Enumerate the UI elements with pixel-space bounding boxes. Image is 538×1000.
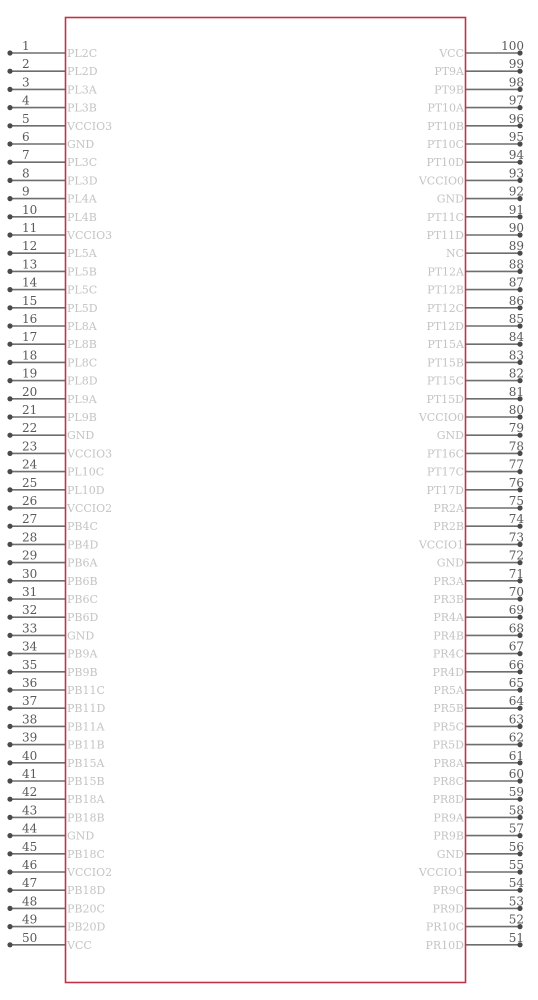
pin-name-label: GND — [67, 138, 95, 151]
pin-number: 38 — [22, 712, 38, 727]
pin-name-label: VCCIO0 — [418, 411, 464, 424]
pin-name-label: PL3A — [67, 83, 97, 97]
pin-name-label: PT15C — [426, 374, 464, 388]
pin-name-label: VCCIO2 — [67, 502, 113, 515]
pin-number: 61 — [508, 748, 524, 763]
pin-20 — [7, 385, 97, 406]
pin-name-label: PT9B — [434, 83, 464, 97]
pin-endpoint — [7, 651, 12, 656]
pin-name-label: PB6A — [67, 556, 98, 570]
pin-number: 7 — [22, 148, 30, 163]
pin-number: 78 — [508, 439, 524, 454]
pin-number: 58 — [508, 803, 524, 818]
pin-name-label: VCCIO1 — [418, 538, 464, 552]
pin-7 — [7, 148, 97, 169]
pin-number: 39 — [22, 730, 38, 745]
pin-endpoint — [7, 287, 12, 292]
pin-name-label: PR4A — [433, 611, 464, 625]
pin-name-label: PT15B — [427, 356, 464, 370]
pin-number: 18 — [22, 348, 38, 363]
pin-endpoint — [7, 360, 12, 365]
pin-name-label: PR9D — [432, 902, 464, 916]
pin-name-label: PR4B — [433, 629, 464, 643]
pin-number: 5 — [22, 111, 30, 126]
pin-name-label: PR3A — [433, 574, 464, 588]
pin-number: 96 — [508, 111, 524, 126]
pin-number: 95 — [508, 130, 524, 144]
pin-name-label: GND — [436, 847, 464, 861]
pin-number: 85 — [508, 312, 524, 326]
pin-17 — [7, 330, 96, 351]
pin-6 — [7, 130, 94, 151]
pin-number: 66 — [508, 657, 524, 672]
pin-number: 68 — [508, 621, 524, 636]
pin-name-label: GND — [436, 192, 464, 206]
pin-name-label: PB11A — [67, 720, 105, 734]
pin-number: 56 — [508, 839, 524, 854]
pin-name-label: PL8A — [67, 320, 97, 333]
pin-number: 48 — [22, 894, 38, 909]
pin-number: 35 — [22, 657, 38, 672]
pin-endpoint — [7, 251, 12, 256]
pin-endpoint — [7, 669, 12, 674]
pin-name-label: PL10D — [67, 483, 105, 497]
pin-endpoint — [7, 687, 12, 692]
pin-number: 86 — [508, 293, 524, 308]
pin-name-label: PR5D — [432, 738, 464, 752]
pin-endpoint — [7, 87, 12, 92]
pin-name-label: PL10C — [67, 465, 105, 479]
pin-18 — [7, 348, 97, 369]
pin-15 — [7, 294, 97, 315]
pin-name-label: PT12A — [427, 265, 464, 279]
left-pin-column — [7, 39, 112, 952]
pin-number: 83 — [508, 348, 524, 363]
pin-endpoint — [7, 487, 12, 492]
pin-21 — [7, 403, 96, 424]
pin-number: 30 — [22, 566, 38, 581]
pin-name-label: PB6B — [67, 574, 98, 588]
pin-number: 99 — [508, 57, 524, 72]
pin-endpoint — [7, 760, 12, 765]
pin-number: 90 — [508, 221, 524, 235]
pin-30 — [7, 567, 97, 588]
pin-name-label: PL3C — [67, 156, 98, 170]
pin-name-label: PL9B — [67, 411, 97, 424]
pin-number: 74 — [508, 512, 524, 527]
pin-number: 6 — [22, 130, 30, 144]
pin-number: 31 — [22, 585, 38, 599]
pin-number: 59 — [508, 785, 524, 800]
pin-endpoint — [7, 214, 12, 219]
pin-number: 32 — [22, 603, 38, 618]
pin-44 — [7, 822, 94, 843]
pin-name-label: PR10D — [425, 938, 464, 952]
pin-endpoint — [7, 615, 12, 620]
pin-name-label: PB15B — [67, 775, 105, 788]
pin-name-label: PL8B — [67, 338, 97, 352]
pin-endpoint — [7, 505, 12, 510]
pin-number: 14 — [22, 275, 38, 290]
pin-number: 52 — [508, 912, 524, 927]
pin-number: 45 — [22, 839, 38, 854]
pin-name-label: PT11C — [426, 210, 464, 224]
pin-endpoint — [7, 451, 12, 456]
pin-endpoint — [7, 596, 12, 601]
pin-name-label: PL2D — [67, 65, 98, 79]
pin-number: 76 — [508, 475, 524, 490]
pin-name-label: PL5B — [67, 265, 97, 279]
pin-number: 33 — [22, 621, 38, 636]
pin-name-label: PL2C — [67, 47, 98, 60]
pin-number: 70 — [508, 585, 524, 599]
pin-31 — [7, 585, 98, 606]
pin-name-label: PB6D — [67, 611, 99, 625]
pin-number: 26 — [22, 494, 38, 508]
pin-name-label: PT10A — [427, 101, 464, 115]
pin-number: 72 — [508, 548, 524, 563]
pin-number: 93 — [508, 166, 524, 181]
pin-name-label: PL8C — [67, 356, 98, 370]
pin-number: 46 — [22, 858, 38, 872]
pin-name-label: GND — [67, 629, 95, 643]
pin-number: 94 — [508, 148, 524, 163]
pin-endpoint — [7, 524, 12, 529]
pin-name-label: PR8A — [433, 756, 464, 770]
pin-endpoint — [7, 724, 12, 729]
pin-10 — [7, 203, 96, 224]
pin-name-label: PR9C — [432, 884, 464, 898]
pin-name-label: PR2B — [433, 520, 464, 534]
pin-name-label: PB18C — [67, 847, 105, 861]
pin-number: 36 — [22, 676, 38, 690]
pin-number: 64 — [508, 694, 524, 709]
pin-endpoint — [7, 706, 12, 711]
pin-name-label: PR5B — [433, 702, 464, 716]
pin-number: 92 — [508, 184, 524, 199]
pin-endpoint — [7, 560, 12, 565]
pin-number: 53 — [508, 894, 524, 909]
pin-name-label: PB11B — [67, 738, 105, 752]
pin-endpoint — [7, 269, 12, 274]
pin-number: 54 — [508, 876, 524, 891]
pin-name-label: PR4D — [432, 665, 464, 679]
pin-number: 82 — [508, 366, 524, 381]
pin-number: 81 — [508, 384, 524, 399]
pin-name-label: PR8D — [432, 793, 464, 807]
pin-name-label: PL5A — [67, 247, 97, 261]
pin-endpoint — [7, 851, 12, 856]
pin-number: 50 — [22, 930, 38, 945]
pin-endpoint — [7, 178, 12, 183]
pin-number: 91 — [508, 202, 524, 217]
pin-endpoint — [7, 196, 12, 201]
pin-name-label: PL5D — [67, 301, 98, 315]
pin-number: 75 — [508, 494, 524, 508]
pin-8 — [7, 166, 97, 187]
pin-number: 65 — [508, 676, 524, 690]
pin-endpoint — [7, 141, 12, 146]
pin-number: 47 — [22, 876, 38, 891]
pin-name-label: VCCIO3 — [67, 447, 113, 461]
pin-name-label: PL4A — [67, 192, 97, 206]
pin-endpoint — [7, 797, 12, 802]
pin-name-label: NC — [445, 247, 464, 261]
pin-name-label: PT15D — [426, 392, 464, 406]
pin-endpoint — [7, 633, 12, 638]
pin-number: 40 — [22, 748, 38, 763]
pin-number: 23 — [22, 439, 38, 454]
pin-name-label: PT11D — [426, 229, 464, 242]
pin-number: 100 — [501, 39, 524, 53]
pin-name-label: PB11C — [67, 684, 105, 697]
pin-number: 27 — [22, 512, 38, 527]
pin-name-label: PB20C — [67, 902, 105, 916]
pin-4 — [7, 94, 96, 115]
pin-number: 9 — [22, 184, 30, 199]
pin-endpoint — [7, 414, 12, 419]
pin-name-label: PT12D — [426, 320, 464, 333]
pin-number: 13 — [22, 257, 38, 272]
pin-number: 3 — [22, 75, 30, 90]
pin-number: 15 — [22, 293, 38, 308]
pin-2 — [7, 57, 97, 78]
pin-number: 98 — [508, 75, 524, 90]
pin-name-label: VCCIO2 — [67, 866, 113, 879]
pin-number: 4 — [22, 93, 30, 108]
pin-name-label: PT17D — [426, 483, 464, 497]
pin-name-label: PR2A — [433, 502, 464, 515]
pin-number: 28 — [22, 530, 38, 545]
pin-name-label: PR5C — [432, 720, 464, 734]
pin-name-label: PT10D — [426, 156, 464, 170]
pin-number: 67 — [508, 639, 524, 654]
pin-endpoint — [7, 469, 12, 474]
ic-body-outline — [66, 18, 466, 983]
pin-endpoint — [7, 160, 12, 165]
pin-9 — [7, 185, 97, 206]
pin-endpoint — [7, 942, 12, 947]
pin-number: 42 — [22, 785, 38, 800]
pin-33 — [7, 621, 94, 642]
pin-name-label: GND — [67, 829, 95, 843]
pin-endpoint — [7, 833, 12, 838]
pin-name-label: PL3D — [67, 174, 98, 188]
pin-name-label: PB4D — [67, 538, 99, 552]
pin-endpoint — [7, 396, 12, 401]
pin-number: 22 — [22, 421, 38, 436]
pin-name-label: PB18A — [67, 793, 105, 807]
pin-number: 73 — [508, 530, 524, 545]
pin-number: 77 — [508, 457, 524, 472]
pin-19 — [7, 367, 97, 388]
pin-name-label: PB18B — [67, 811, 105, 825]
pin-number: 12 — [22, 239, 38, 254]
pin-50 — [7, 931, 91, 952]
pin-number: 10 — [22, 202, 38, 217]
pin-name-label: VCCIO1 — [418, 866, 464, 879]
pin-name-label: PR9B — [433, 829, 464, 843]
pin-endpoint — [7, 869, 12, 874]
pin-name-label: VCCIO3 — [67, 119, 113, 133]
pin-name-label: PT12B — [427, 283, 464, 297]
pin-name-label: PT9A — [434, 65, 464, 79]
pin-number: 62 — [508, 730, 524, 745]
pin-3 — [7, 75, 97, 96]
pin-number: 25 — [22, 475, 38, 490]
pin-number: 71 — [508, 566, 524, 581]
pin-number: 44 — [22, 821, 38, 836]
pin-endpoint — [7, 578, 12, 583]
pin-number: 51 — [508, 930, 524, 945]
pin-1 — [7, 39, 97, 60]
pin-name-label: PL9A — [67, 392, 97, 406]
pin-endpoint — [7, 815, 12, 820]
pin-name-label: PB9A — [67, 647, 98, 661]
pin-endpoint — [7, 888, 12, 893]
pin-12 — [7, 239, 97, 260]
pin-name-label: PL8D — [67, 374, 98, 388]
pin-name-label: PR10C — [425, 920, 464, 934]
pin-number: 69 — [508, 603, 524, 618]
pin-number: 17 — [22, 330, 38, 345]
pin-name-label: PL5C — [67, 283, 98, 297]
pin-name-label: PT17C — [426, 465, 464, 479]
pin-name-label: PL4B — [67, 210, 97, 224]
pin-number: 24 — [22, 457, 38, 472]
pin-number: 1 — [22, 39, 30, 53]
pin-name-label: VCC — [67, 938, 92, 952]
pin-number: 20 — [22, 384, 38, 399]
pin-51 — [426, 931, 525, 952]
pin-name-label: GND — [436, 429, 464, 443]
pin-number: 80 — [508, 403, 524, 417]
pin-number: 57 — [508, 821, 524, 836]
pin-endpoint — [7, 906, 12, 911]
pin-name-label: PR3B — [433, 593, 464, 606]
pin-name-label: PT12C — [426, 301, 464, 315]
pin-number: 29 — [22, 548, 38, 563]
pin-name-label: PB20D — [67, 920, 106, 934]
pin-name-label: GND — [67, 429, 95, 443]
pin-name-label: PB6C — [67, 593, 98, 606]
pin-22 — [7, 421, 94, 442]
pin-name-label: PT16C — [426, 447, 464, 461]
pin-number: 11 — [22, 221, 38, 235]
pin-number: 8 — [22, 166, 30, 181]
pin-endpoint — [7, 323, 12, 328]
pin-name-label: VCC — [439, 47, 464, 60]
pin-name-label: PR9A — [433, 811, 464, 825]
pin-name-label: PR4C — [432, 647, 464, 661]
pin-number: 79 — [508, 421, 524, 436]
pin-name-label: PR8C — [432, 775, 464, 788]
pin-number: 63 — [508, 712, 524, 727]
pin-number: 49 — [22, 912, 38, 927]
pin-endpoint — [7, 778, 12, 783]
pin-14 — [7, 276, 97, 297]
pin-number: 87 — [508, 275, 524, 290]
pin-name-label: VCCIO0 — [418, 174, 464, 188]
pin-endpoint — [7, 742, 12, 747]
pin-name-label: PR5A — [433, 684, 464, 697]
pin-number: 84 — [508, 330, 524, 345]
pin-endpoint — [7, 69, 12, 74]
pin-number: 89 — [508, 239, 524, 254]
pin-name-label: PB18D — [67, 884, 106, 898]
pin-number: 43 — [22, 803, 38, 818]
pin-number: 2 — [22, 57, 30, 72]
pin-27 — [7, 512, 98, 533]
pin-number: 55 — [508, 858, 524, 872]
pin-number: 34 — [22, 639, 38, 654]
pin-number: 97 — [508, 93, 524, 108]
pin-number: 60 — [508, 767, 524, 781]
pin-name-label: PT10C — [426, 138, 464, 151]
pin-name-label: PB11D — [67, 702, 106, 716]
pin-name-label: GND — [436, 556, 464, 570]
pin-number: 16 — [22, 312, 38, 326]
pin-name-label: VCCIO3 — [67, 229, 113, 242]
pin-endpoint — [7, 105, 12, 110]
pin-endpoint — [7, 378, 12, 383]
pin-13 — [7, 257, 96, 278]
pin-number: 41 — [22, 767, 38, 781]
pin-endpoint — [7, 305, 12, 310]
pin-name-label: PB9B — [67, 665, 98, 679]
pin-number: 21 — [22, 403, 38, 417]
pin-endpoint — [7, 342, 12, 347]
pin-name-label: PT10B — [427, 119, 464, 133]
pin-16 — [7, 312, 97, 333]
pin-name-label: PB4C — [67, 520, 98, 534]
pin-name-label: PB15A — [67, 756, 105, 770]
pin-endpoint — [7, 542, 12, 547]
pin-endpoint — [7, 123, 12, 128]
pin-endpoint — [7, 50, 12, 55]
pin-number: 19 — [22, 366, 38, 381]
pin-35 — [7, 658, 97, 679]
pin-number: 37 — [22, 694, 38, 709]
pin-number: 88 — [508, 257, 524, 272]
pin-endpoint — [7, 232, 12, 237]
pin-endpoint — [7, 924, 12, 929]
pin-name-label: PL3B — [67, 101, 97, 115]
right-pin-column — [418, 39, 524, 952]
pin-name-label: PT15A — [427, 338, 464, 352]
pin-endpoint — [7, 433, 12, 438]
